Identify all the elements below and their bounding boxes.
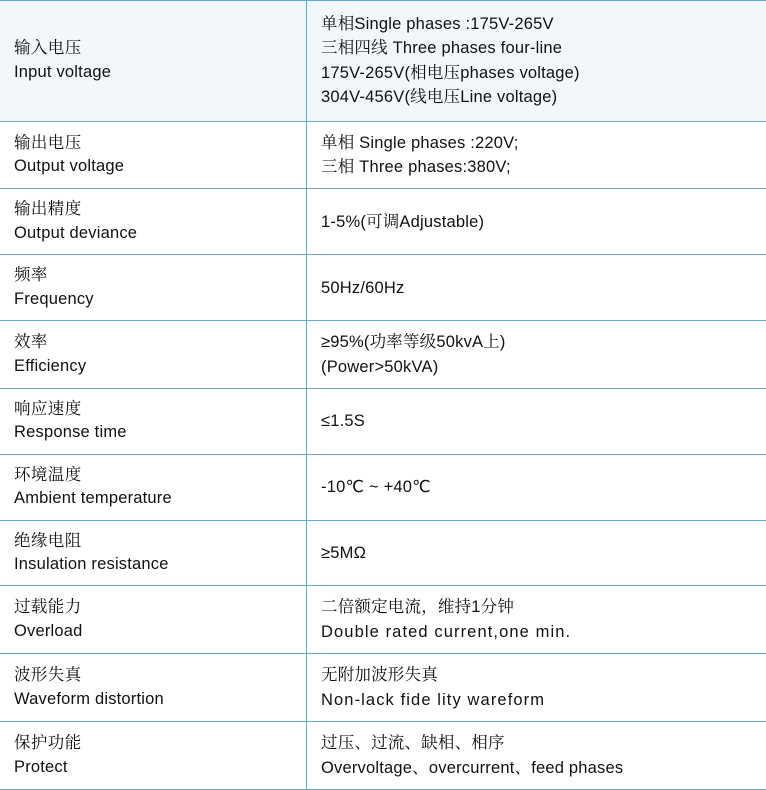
row-value-cell	[307, 388, 766, 454]
table-row	[0, 654, 766, 722]
row-value-cell	[307, 321, 766, 389]
value-line: 三相 Three phases:380V;	[321, 155, 766, 179]
row-value-cell	[307, 520, 766, 586]
label-english: Protect	[14, 756, 306, 779]
row-label-cell	[0, 255, 307, 321]
label-english: Frequency	[14, 288, 306, 311]
value-line: (Power>50kVA)	[321, 355, 766, 379]
row-value-cell	[307, 255, 766, 321]
label-chinese: 输出电压	[14, 132, 306, 155]
label-chinese: 环境温度	[14, 464, 306, 487]
value-line: 单相 Single phases :220V;	[321, 131, 766, 155]
row-label-cell	[0, 454, 307, 520]
table-row	[0, 189, 766, 255]
value-line: ≤1.5S	[321, 409, 766, 433]
value-line: Non-lack fide lity wareform	[321, 688, 766, 712]
label-english: Waveform distortion	[14, 688, 306, 711]
value-line: Overvoltage、overcurrent、feed phases	[321, 756, 766, 780]
row-label-cell	[0, 1, 307, 122]
label-chinese: 频率	[14, 264, 306, 287]
label-chinese: 输出精度	[14, 198, 306, 221]
label-english: Output deviance	[14, 222, 306, 245]
label-chinese: 输入电压	[14, 37, 306, 60]
row-value-cell	[307, 189, 766, 255]
value-line: 三相四线 Three phases four-line	[321, 36, 766, 60]
table-row	[0, 1, 766, 122]
label-chinese: 响应速度	[14, 398, 306, 421]
label-english: Response time	[14, 421, 306, 444]
row-label-cell	[0, 189, 307, 255]
value-line: ≥95%(功率等级50kvA上)	[321, 330, 766, 354]
row-label-cell	[0, 586, 307, 654]
table-row	[0, 586, 766, 654]
table-row	[0, 520, 766, 586]
table-row	[0, 388, 766, 454]
label-english: Insulation resistance	[14, 553, 306, 576]
label-chinese: 过载能力	[14, 596, 306, 619]
row-label-cell	[0, 722, 307, 790]
row-label-cell	[0, 321, 307, 389]
label-english: Input voltage	[14, 61, 306, 84]
label-english: Efficiency	[14, 355, 306, 378]
label-chinese: 效率	[14, 331, 306, 354]
table-row	[0, 121, 766, 189]
label-chinese: 波形失真	[14, 664, 306, 687]
value-line: 1-5%(可调Adjustable)	[321, 210, 766, 234]
table-row	[0, 722, 766, 790]
label-chinese: 保护功能	[14, 732, 306, 755]
row-value-cell	[307, 454, 766, 520]
table-row	[0, 255, 766, 321]
table-row	[0, 321, 766, 389]
value-line: Double rated current,one min.	[321, 620, 766, 644]
table-body	[0, 1, 766, 790]
value-line: 过压、过流、缺相、相序	[321, 731, 766, 755]
label-chinese: 绝缘电阻	[14, 530, 306, 553]
value-line: -10℃ ~ +40℃	[321, 475, 766, 499]
table-row	[0, 454, 766, 520]
row-value-cell	[307, 1, 766, 122]
row-label-cell	[0, 520, 307, 586]
row-label-cell	[0, 121, 307, 189]
value-line: 二倍额定电流，维持1分钟	[321, 595, 766, 619]
value-line: 50Hz/60Hz	[321, 276, 766, 300]
value-line: ≥5MΩ	[321, 541, 766, 565]
label-english: Output voltage	[14, 155, 306, 178]
row-label-cell	[0, 654, 307, 722]
row-value-cell	[307, 121, 766, 189]
value-line: 304V-456V(线电压Line voltage)	[321, 85, 766, 109]
row-label-cell	[0, 388, 307, 454]
row-value-cell	[307, 586, 766, 654]
label-english: Ambient temperature	[14, 487, 306, 510]
label-english: Overload	[14, 620, 306, 643]
value-line: 单相Single phases :175V-265V	[321, 12, 766, 36]
row-value-cell	[307, 654, 766, 722]
value-line: 175V-265V(相电压phases voltage)	[321, 61, 766, 85]
value-line: 无附加波形失真	[321, 663, 766, 687]
row-value-cell	[307, 722, 766, 790]
